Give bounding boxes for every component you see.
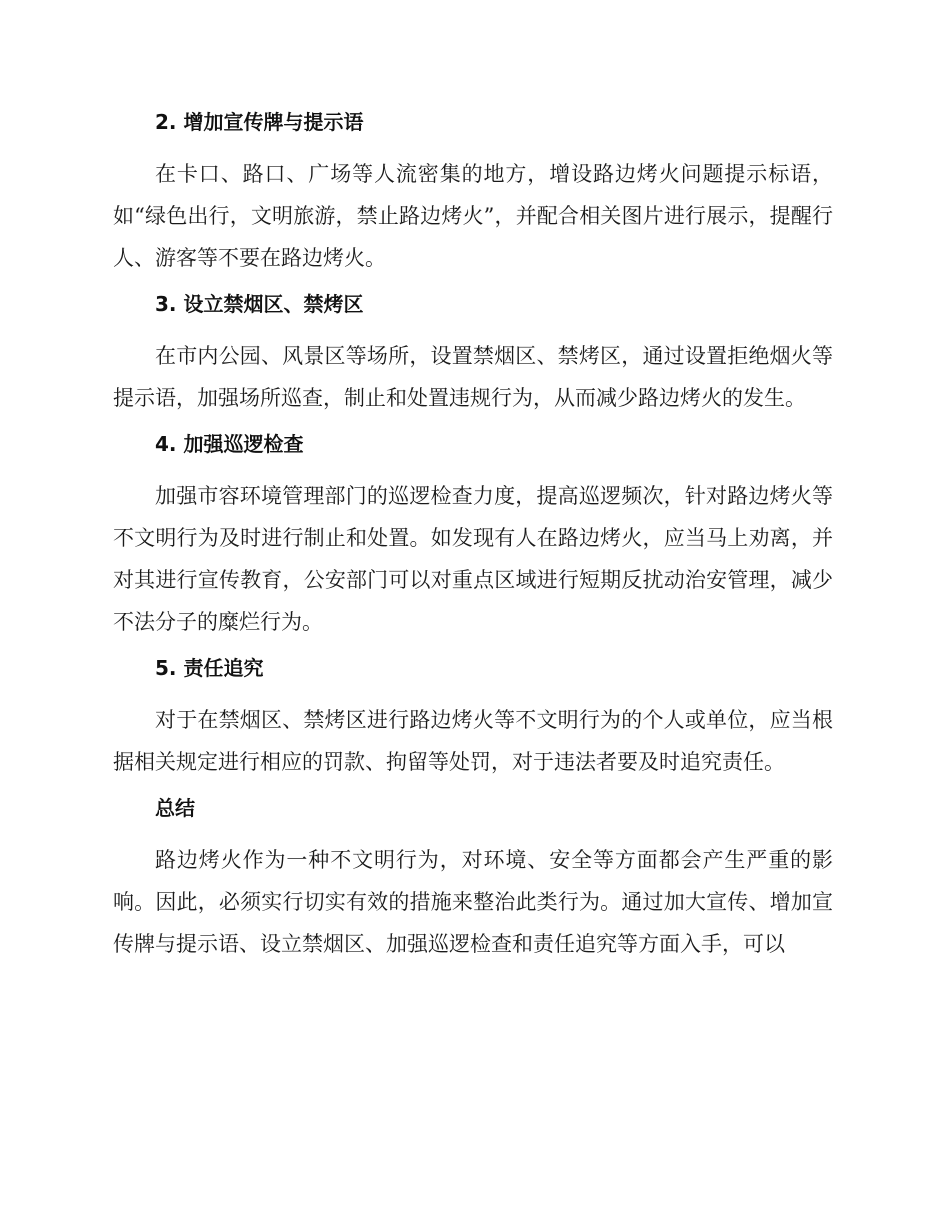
section-paragraph: 路边烤火作为一种不文明行为，对环境、安全等方面都会产生严重的影响。因此，必须实行切实有效的措施来整治此类行为。通过加大宣传、增加宣传牌与提示语、设立禁烟区、加强巡逻检查和责任追究等方面入手，可以 xyxy=(113,848,833,956)
section-signage xyxy=(113,108,833,279)
section-heading: 4. 加强巡逻检查 xyxy=(155,432,304,456)
section-summary xyxy=(113,794,833,965)
section-heading: 3. 设立禁烟区、禁烤区 xyxy=(155,292,364,316)
section-heading: 2. 增加宣传牌与提示语 xyxy=(155,110,364,134)
section-paragraph: 对于在禁烟区、禁烤区进行路边烤火等不文明行为的个人或单位，应当根据相关规定进行相应的罚款、拘留等处罚，对于违法者要及时追究责任。 xyxy=(113,708,833,774)
section-heading: 5. 责任追究 xyxy=(155,656,264,680)
document-page xyxy=(113,108,833,976)
section-accountability xyxy=(113,654,833,783)
section-paragraph: 在卡口、路口、广场等人流密集的地方，增设路边烤火问题提示标语，如“绿色出行，文明旅游，禁止路边烤火”，并配合相关图片进行展示，提醒行人、游客等不要在路边烤火。 xyxy=(113,162,833,270)
section-no-smoking-zones xyxy=(113,290,833,419)
section-heading: 总结 xyxy=(155,796,195,820)
section-paragraph: 加强市容环境管理部门的巡逻检查力度，提高巡逻频次，针对路边烤火等不文明行为及时进行制止和处置。如发现有人在路边烤火，应当马上劝离，并对其进行宣传教育，公安部门可以对重点区域进行短期反扰动治安管理，减少不法分子的糜烂行为。 xyxy=(113,484,833,634)
section-patrol xyxy=(113,430,833,643)
section-paragraph: 在市内公园、风景区等场所，设置禁烟区、禁烤区，通过设置拒绝烟火等提示语，加强场所巡查，制止和处置违规行为，从而减少路边烤火的发生。 xyxy=(113,344,833,410)
